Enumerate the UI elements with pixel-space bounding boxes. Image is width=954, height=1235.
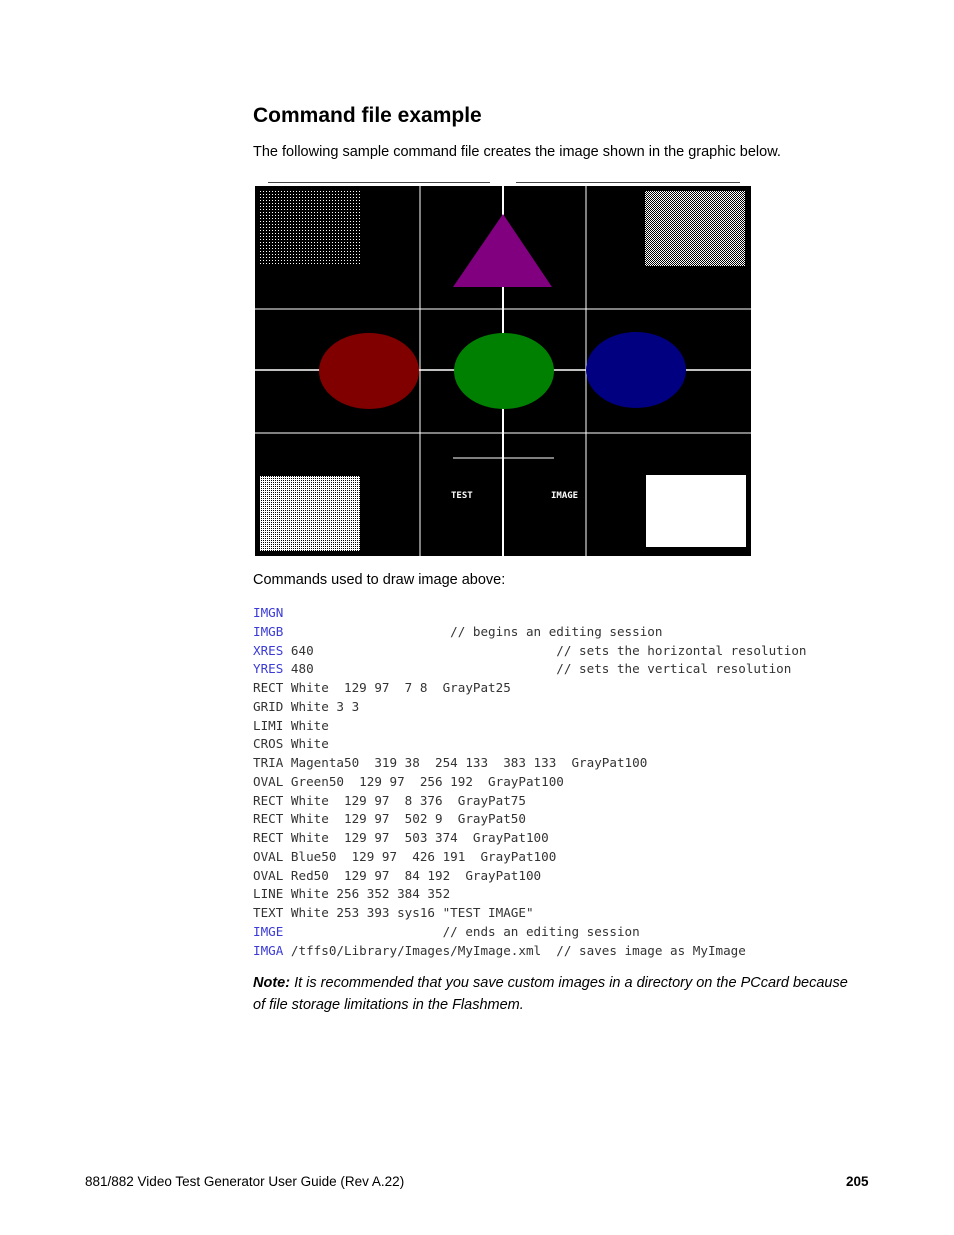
figure-top-rules [268,182,740,184]
command-line [253,829,807,848]
command-args: // ends an editing session [283,923,640,939]
command-keyword: OVAL [253,848,284,864]
test-image-svg [254,185,752,557]
command-keyword: LINE [253,886,284,902]
command-keyword: IMGE [253,923,284,939]
command-args: Blue50 129 97 426 191 GrayPat100 [283,848,557,864]
command-keyword: TEXT [253,905,284,920]
rect-graypat50 [645,191,745,266]
command-keyword: RECT [253,792,284,808]
command-keyword: IMGA [253,942,284,958]
command-line [253,660,807,679]
command-keyword: TRIA [253,755,284,770]
figure-text-image: IMAGE [551,491,579,501]
command-args: White 253 393 sys16 "TEST IMAGE" [283,905,534,920]
command-line [253,923,807,942]
command-line [253,679,807,698]
command-keyword: RECT [253,830,284,845]
note-label: Note: [253,975,291,991]
note-paragraph [253,972,853,1016]
command-line [253,773,807,792]
command-line [253,810,807,829]
command-keyword: OVAL [253,867,284,883]
command-keyword: YRES [253,661,284,677]
footer-page-number: 205 [846,1174,869,1189]
command-keyword: CROS [253,736,284,752]
command-args: 480 // sets the vertical resolution [283,661,792,677]
page-heading: Command file example [253,104,482,127]
command-line [253,642,807,661]
command-args: 640 // sets the horizontal resolution [283,642,807,658]
rect-graypat25 [260,191,360,266]
command-keyword: GRID [253,698,284,714]
command-line [253,904,807,923]
figure-rule-left [268,182,490,183]
command-line [253,848,807,867]
command-args: White 129 97 503 374 GrayPat100 [283,830,549,845]
command-keyword: IMGB [253,623,284,639]
figure-rule-right [516,182,740,183]
command-line [253,623,807,642]
command-args: White 256 352 384 352 [283,886,451,902]
command-line [253,604,807,623]
command-args: Red50 129 97 84 192 GrayPat100 [283,867,542,883]
command-args: White [283,736,329,752]
command-line [253,942,807,961]
command-keyword: XRES [253,642,284,658]
command-args: Magenta50 319 38 254 133 383 133 GrayPat100 [283,755,648,770]
commands-caption: Commands used to draw image above: [253,572,506,588]
command-args: /tffs0/Library/Images/MyImage.xml // saves image as MyImage [283,942,746,958]
rect-graypat100 [646,475,746,547]
command-args: Green50 129 97 256 192 GrayPat100 [283,773,564,789]
command-keyword: OVAL [253,773,284,789]
command-args: White 129 97 502 9 GrayPat50 [283,811,526,827]
command-keyword: IMGN [253,605,284,620]
command-line [253,867,807,886]
command-line [253,754,807,773]
command-keyword: LIMI [253,717,284,733]
note-text: It is recommended that you save custom images in a directory on the PCcard because of file storage limitations in the Flashmem. [253,975,848,1013]
command-listing [253,604,807,960]
command-args: White 3 3 [283,698,360,714]
command-args: White 129 97 7 8 GrayPat25 [283,680,511,695]
command-line [253,698,807,717]
command-line [253,885,807,904]
intro-paragraph: The following sample command file creates the image shown in the graphic below. [253,144,781,160]
rect-graypat75 [260,476,360,551]
command-args: // begins an editing session [283,623,663,639]
footer-doc-title: 881/882 Video Test Generator User Guide (Rev A.22) [85,1174,405,1189]
command-line [253,717,807,736]
test-image-figure [254,185,752,557]
command-keyword: RECT [253,680,284,695]
oval-red [319,333,419,409]
command-line [253,792,807,811]
command-args: White [283,717,329,733]
command-args: White 129 97 8 376 GrayPat75 [283,792,526,808]
command-keyword: RECT [253,811,284,827]
command-line [253,735,807,754]
figure-text-test: TEST [451,491,473,501]
oval-blue [586,332,686,408]
oval-green [454,333,554,409]
